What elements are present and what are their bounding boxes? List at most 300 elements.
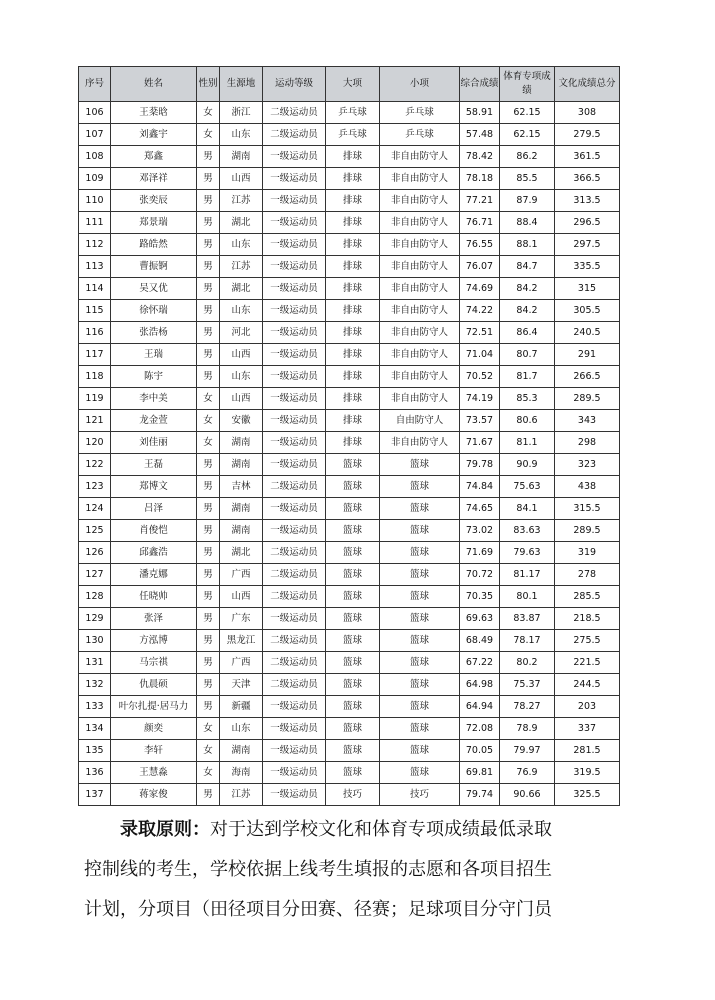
table-cell: 男 xyxy=(197,454,220,476)
table-cell: 一级运动员 xyxy=(263,366,326,388)
table-cell: 男 xyxy=(197,586,220,608)
table-cell: 篮球 xyxy=(380,520,460,542)
table-cell: 135 xyxy=(79,740,111,762)
column-header: 姓名 xyxy=(111,67,197,102)
table-cell: 篮球 xyxy=(380,586,460,608)
table-cell: 江苏 xyxy=(220,190,263,212)
table-cell: 74.19 xyxy=(460,388,500,410)
table-cell: 78.42 xyxy=(460,146,500,168)
table-cell: 70.72 xyxy=(460,564,500,586)
table-cell: 广西 xyxy=(220,652,263,674)
table-cell: 非自由防守人 xyxy=(380,278,460,300)
table-cell: 58.91 xyxy=(460,102,500,124)
table-cell: 篮球 xyxy=(326,520,380,542)
table-row xyxy=(79,630,620,652)
table-cell: 非自由防守人 xyxy=(380,146,460,168)
table-cell: 张泽 xyxy=(111,608,197,630)
table-cell: 女 xyxy=(197,718,220,740)
table-cell: 王慧淼 xyxy=(111,762,197,784)
column-header: 大项 xyxy=(326,67,380,102)
table-cell: 男 xyxy=(197,256,220,278)
table-row xyxy=(79,256,620,278)
table-cell: 张奕辰 xyxy=(111,190,197,212)
table-cell: 128 xyxy=(79,586,111,608)
table-cell: 一级运动员 xyxy=(263,344,326,366)
table-cell: 非自由防守人 xyxy=(380,212,460,234)
table-cell: 75.63 xyxy=(500,476,555,498)
table-cell: 305.5 xyxy=(555,300,620,322)
table-cell: 297.5 xyxy=(555,234,620,256)
table-cell: 排球 xyxy=(326,344,380,366)
table-cell: 一级运动员 xyxy=(263,234,326,256)
table-cell: 篮球 xyxy=(380,498,460,520)
table-cell: 山东 xyxy=(220,300,263,322)
table-cell: 70.35 xyxy=(460,586,500,608)
table-cell: 76.07 xyxy=(460,256,500,278)
table-cell: 二级运动员 xyxy=(263,586,326,608)
table-cell: 男 xyxy=(197,366,220,388)
table-cell: 69.81 xyxy=(460,762,500,784)
column-header: 序号 xyxy=(79,67,111,102)
table-cell: 李中美 xyxy=(111,388,197,410)
table-cell: 排球 xyxy=(326,300,380,322)
table-cell: 289.5 xyxy=(555,388,620,410)
table-cell: 男 xyxy=(197,146,220,168)
table-cell: 男 xyxy=(197,652,220,674)
table-cell: 篮球 xyxy=(326,740,380,762)
table-cell: 河北 xyxy=(220,322,263,344)
table-cell: 排球 xyxy=(326,234,380,256)
table-cell: 二级运动员 xyxy=(263,542,326,564)
paragraph-line-2: 控制线的考生，学校依据上线考生填报的志愿和各项目招生 xyxy=(84,859,552,880)
table-cell: 一级运动员 xyxy=(263,696,326,718)
table-cell: 109 xyxy=(79,168,111,190)
table-cell: 62.15 xyxy=(500,124,555,146)
table-cell: 乒乓球 xyxy=(380,102,460,124)
table-cell: 73.57 xyxy=(460,410,500,432)
table-cell: 女 xyxy=(197,762,220,784)
table-cell: 男 xyxy=(197,278,220,300)
table-cell: 二级运动员 xyxy=(263,564,326,586)
table-row xyxy=(79,234,620,256)
table-cell: 325.5 xyxy=(555,784,620,806)
table-cell: 88.1 xyxy=(500,234,555,256)
table-cell: 男 xyxy=(197,674,220,696)
table-cell: 一级运动员 xyxy=(263,322,326,344)
table-cell: 137 xyxy=(79,784,111,806)
table-cell: 篮球 xyxy=(380,454,460,476)
table-cell: 122 xyxy=(79,454,111,476)
table-cell: 排球 xyxy=(326,146,380,168)
table-cell: 278 xyxy=(555,564,620,586)
table-cell: 山西 xyxy=(220,344,263,366)
table-cell: 72.51 xyxy=(460,322,500,344)
column-header: 性别 xyxy=(197,67,220,102)
table-cell: 篮球 xyxy=(326,652,380,674)
table-cell: 126 xyxy=(79,542,111,564)
table-cell: 乒乓球 xyxy=(380,124,460,146)
table-cell: 男 xyxy=(197,322,220,344)
column-header: 综合成绩 xyxy=(460,67,500,102)
table-cell: 黑龙江 xyxy=(220,630,263,652)
table-cell: 221.5 xyxy=(555,652,620,674)
table-cell: 78.27 xyxy=(500,696,555,718)
table-cell: 女 xyxy=(197,410,220,432)
table-cell: 64.94 xyxy=(460,696,500,718)
table-cell: 74.65 xyxy=(460,498,500,520)
table-cell: 308 xyxy=(555,102,620,124)
table-cell: 男 xyxy=(197,784,220,806)
table-cell: 乒乓球 xyxy=(326,124,380,146)
table-cell: 72.08 xyxy=(460,718,500,740)
table-header-row xyxy=(79,67,620,102)
table-cell: 77.21 xyxy=(460,190,500,212)
table-cell: 80.1 xyxy=(500,586,555,608)
table-cell: 广东 xyxy=(220,608,263,630)
table-row xyxy=(79,454,620,476)
table-cell: 69.63 xyxy=(460,608,500,630)
table-cell: 74.69 xyxy=(460,278,500,300)
table-cell: 二级运动员 xyxy=(263,102,326,124)
table-cell: 70.05 xyxy=(460,740,500,762)
table-row xyxy=(79,168,620,190)
table-cell: 80.2 xyxy=(500,652,555,674)
table-cell: 85.3 xyxy=(500,388,555,410)
table-cell: 315.5 xyxy=(555,498,620,520)
table-cell: 75.37 xyxy=(500,674,555,696)
table-cell: 非自由防守人 xyxy=(380,234,460,256)
table-cell: 排球 xyxy=(326,432,380,454)
table-cell: 118 xyxy=(79,366,111,388)
table-cell: 79.63 xyxy=(500,542,555,564)
table-cell: 非自由防守人 xyxy=(380,256,460,278)
table-cell: 篮球 xyxy=(326,762,380,784)
table-cell: 285.5 xyxy=(555,586,620,608)
table-cell: 浙江 xyxy=(220,102,263,124)
table-cell: 438 xyxy=(555,476,620,498)
table-cell: 排球 xyxy=(326,190,380,212)
table-cell: 361.5 xyxy=(555,146,620,168)
table-cell: 安徽 xyxy=(220,410,263,432)
table-cell: 76.71 xyxy=(460,212,500,234)
table-cell: 篮球 xyxy=(380,476,460,498)
table-cell: 陈宇 xyxy=(111,366,197,388)
table-cell: 马宗祺 xyxy=(111,652,197,674)
table-cell: 邱鑫浩 xyxy=(111,542,197,564)
table-row xyxy=(79,586,620,608)
table-cell: 129 xyxy=(79,608,111,630)
table-cell: 71.69 xyxy=(460,542,500,564)
column-header: 运动等级 xyxy=(263,67,326,102)
table-cell: 110 xyxy=(79,190,111,212)
table-cell: 74.22 xyxy=(460,300,500,322)
table-cell: 湖南 xyxy=(220,740,263,762)
table-cell: 男 xyxy=(197,212,220,234)
table-cell: 121 xyxy=(79,410,111,432)
table-cell: 非自由防守人 xyxy=(380,388,460,410)
table-cell: 非自由防守人 xyxy=(380,366,460,388)
table-cell: 125 xyxy=(79,520,111,542)
table-cell: 一级运动员 xyxy=(263,190,326,212)
table-cell: 296.5 xyxy=(555,212,620,234)
table-cell: 排球 xyxy=(326,410,380,432)
table-cell: 女 xyxy=(197,388,220,410)
table-cell: 一级运动员 xyxy=(263,520,326,542)
table-cell: 291 xyxy=(555,344,620,366)
table-row xyxy=(79,190,620,212)
table-cell: 非自由防守人 xyxy=(380,432,460,454)
table-row xyxy=(79,322,620,344)
table-cell: 一级运动员 xyxy=(263,718,326,740)
table-cell: 篮球 xyxy=(326,718,380,740)
table-cell: 一级运动员 xyxy=(263,256,326,278)
table-row xyxy=(79,564,620,586)
table-cell: 山东 xyxy=(220,124,263,146)
table-cell: 90.66 xyxy=(500,784,555,806)
table-cell: 131 xyxy=(79,652,111,674)
table-cell: 62.15 xyxy=(500,102,555,124)
table-cell: 84.7 xyxy=(500,256,555,278)
table-cell: 男 xyxy=(197,608,220,630)
table-cell: 篮球 xyxy=(326,542,380,564)
table-cell: 86.4 xyxy=(500,322,555,344)
table-cell: 篮球 xyxy=(326,630,380,652)
table-cell: 78.9 xyxy=(500,718,555,740)
table-cell: 111 xyxy=(79,212,111,234)
table-cell: 江苏 xyxy=(220,256,263,278)
table-cell: 篮球 xyxy=(326,476,380,498)
table-cell: 男 xyxy=(197,696,220,718)
table-cell: 79.78 xyxy=(460,454,500,476)
table-row xyxy=(79,212,620,234)
table-cell: 湖北 xyxy=(220,278,263,300)
table-cell: 一级运动员 xyxy=(263,388,326,410)
table-cell: 篮球 xyxy=(380,740,460,762)
table-cell: 一级运动员 xyxy=(263,146,326,168)
table-cell: 281.5 xyxy=(555,740,620,762)
table-body xyxy=(79,102,620,806)
table-cell: 非自由防守人 xyxy=(380,322,460,344)
table-cell: 84.1 xyxy=(500,498,555,520)
table-cell: 排球 xyxy=(326,388,380,410)
table-cell: 一级运动员 xyxy=(263,278,326,300)
table-cell: 136 xyxy=(79,762,111,784)
table-cell: 篮球 xyxy=(326,564,380,586)
table-cell: 篮球 xyxy=(326,454,380,476)
table-row xyxy=(79,696,620,718)
table-cell: 114 xyxy=(79,278,111,300)
table-cell: 江苏 xyxy=(220,784,263,806)
table-cell: 313.5 xyxy=(555,190,620,212)
table-cell: 非自由防守人 xyxy=(380,344,460,366)
table-cell: 78.18 xyxy=(460,168,500,190)
table-cell: 女 xyxy=(197,124,220,146)
table-cell: 337 xyxy=(555,718,620,740)
table-cell: 方泓博 xyxy=(111,630,197,652)
table-cell: 篮球 xyxy=(326,674,380,696)
table-cell: 84.2 xyxy=(500,300,555,322)
table-cell: 112 xyxy=(79,234,111,256)
table-cell: 244.5 xyxy=(555,674,620,696)
table-cell: 叶尔扎提·居马力 xyxy=(111,696,197,718)
table-cell: 排球 xyxy=(326,322,380,344)
table-cell: 湖南 xyxy=(220,498,263,520)
table-cell: 非自由防守人 xyxy=(380,190,460,212)
table-cell: 117 xyxy=(79,344,111,366)
table-cell: 134 xyxy=(79,718,111,740)
table-row xyxy=(79,608,620,630)
table-cell: 86.2 xyxy=(500,146,555,168)
table-cell: 57.48 xyxy=(460,124,500,146)
table-cell: 篮球 xyxy=(380,718,460,740)
table-cell: 319.5 xyxy=(555,762,620,784)
column-header: 体育专项成绩 xyxy=(500,67,555,102)
table-row xyxy=(79,300,620,322)
table-cell: 篮球 xyxy=(380,762,460,784)
table-cell: 王瑞 xyxy=(111,344,197,366)
table-cell: 343 xyxy=(555,410,620,432)
table-cell: 篮球 xyxy=(380,608,460,630)
table-cell: 湖北 xyxy=(220,542,263,564)
table-row xyxy=(79,520,620,542)
table-cell: 289.5 xyxy=(555,520,620,542)
table-cell: 李轩 xyxy=(111,740,197,762)
table-cell: 124 xyxy=(79,498,111,520)
paragraph-line-3: 计划，分项目（田径项目分田赛、径赛；足球项目分守门员 xyxy=(84,899,552,920)
table-cell: 一级运动员 xyxy=(263,608,326,630)
table-cell: 非自由防守人 xyxy=(380,168,460,190)
table-cell: 一级运动员 xyxy=(263,454,326,476)
table-cell: 85.5 xyxy=(500,168,555,190)
table-cell: 二级运动员 xyxy=(263,476,326,498)
table-cell: 湖南 xyxy=(220,146,263,168)
table-cell: 81.1 xyxy=(500,432,555,454)
table-cell: 266.5 xyxy=(555,366,620,388)
table-cell: 二级运动员 xyxy=(263,674,326,696)
table-cell: 路皓然 xyxy=(111,234,197,256)
table-cell: 女 xyxy=(197,432,220,454)
table-cell: 颜奕 xyxy=(111,718,197,740)
table-cell: 74.84 xyxy=(460,476,500,498)
table-cell: 81.17 xyxy=(500,564,555,586)
table-cell: 一级运动员 xyxy=(263,212,326,234)
table-cell: 排球 xyxy=(326,278,380,300)
table-cell: 203 xyxy=(555,696,620,718)
table-cell: 男 xyxy=(197,234,220,256)
table-cell: 任晓帅 xyxy=(111,586,197,608)
table-cell: 排球 xyxy=(326,366,380,388)
table-cell: 80.6 xyxy=(500,410,555,432)
table-cell: 王棻晗 xyxy=(111,102,197,124)
table-cell: 106 xyxy=(79,102,111,124)
table-cell: 乒乓球 xyxy=(326,102,380,124)
admission-table xyxy=(78,66,620,806)
table-cell: 篮球 xyxy=(380,696,460,718)
table-cell: 肖俊恺 xyxy=(111,520,197,542)
table-row xyxy=(79,366,620,388)
table-cell: 郑博文 xyxy=(111,476,197,498)
table-cell: 山东 xyxy=(220,718,263,740)
table-cell: 81.7 xyxy=(500,366,555,388)
table-cell: 83.63 xyxy=(500,520,555,542)
table-cell: 71.67 xyxy=(460,432,500,454)
table-cell: 64.98 xyxy=(460,674,500,696)
table-cell: 84.2 xyxy=(500,278,555,300)
table-cell: 吴又优 xyxy=(111,278,197,300)
table-row xyxy=(79,388,620,410)
table-cell: 一级运动员 xyxy=(263,168,326,190)
table-cell: 男 xyxy=(197,300,220,322)
table-cell: 排球 xyxy=(326,256,380,278)
table-cell: 79.74 xyxy=(460,784,500,806)
table-cell: 107 xyxy=(79,124,111,146)
table-cell: 篮球 xyxy=(380,652,460,674)
table-cell: 仇晨硕 xyxy=(111,674,197,696)
table-cell: 67.22 xyxy=(460,652,500,674)
table-cell: 88.4 xyxy=(500,212,555,234)
table-cell: 王磊 xyxy=(111,454,197,476)
table-row xyxy=(79,740,620,762)
table-row xyxy=(79,542,620,564)
table-cell: 335.5 xyxy=(555,256,620,278)
table-cell: 123 xyxy=(79,476,111,498)
table-cell: 76.55 xyxy=(460,234,500,256)
table-cell: 篮球 xyxy=(380,564,460,586)
table-row xyxy=(79,102,620,124)
table-cell: 一级运动员 xyxy=(263,498,326,520)
table-cell: 湖南 xyxy=(220,520,263,542)
table-cell: 潘克娜 xyxy=(111,564,197,586)
table-cell: 山东 xyxy=(220,366,263,388)
table-cell: 山西 xyxy=(220,586,263,608)
table-cell: 115 xyxy=(79,300,111,322)
table-cell: 刘鑫宇 xyxy=(111,124,197,146)
table-cell: 男 xyxy=(197,476,220,498)
table-cell: 298 xyxy=(555,432,620,454)
table-cell: 男 xyxy=(197,344,220,366)
table-cell: 323 xyxy=(555,454,620,476)
table-cell: 男 xyxy=(197,520,220,542)
table-cell: 徐怀瑞 xyxy=(111,300,197,322)
table-cell: 279.5 xyxy=(555,124,620,146)
table-cell: 曹振锕 xyxy=(111,256,197,278)
table-row xyxy=(79,432,620,454)
table-cell: 108 xyxy=(79,146,111,168)
table-cell: 116 xyxy=(79,322,111,344)
table-cell: 篮球 xyxy=(380,630,460,652)
table-row xyxy=(79,674,620,696)
table-cell: 天津 xyxy=(220,674,263,696)
table-cell: 120 xyxy=(79,432,111,454)
paragraph-line-1 xyxy=(84,810,624,850)
table-cell: 78.17 xyxy=(500,630,555,652)
table-cell: 张浩杨 xyxy=(111,322,197,344)
principle-label: 录取原则： xyxy=(120,819,210,840)
table-cell: 吉林 xyxy=(220,476,263,498)
table-cell: 二级运动员 xyxy=(263,652,326,674)
table-cell: 80.7 xyxy=(500,344,555,366)
table-cell: 87.9 xyxy=(500,190,555,212)
table-cell: 一级运动员 xyxy=(263,762,326,784)
table-cell: 男 xyxy=(197,168,220,190)
table-cell: 技巧 xyxy=(380,784,460,806)
table-cell: 排球 xyxy=(326,168,380,190)
table-cell: 319 xyxy=(555,542,620,564)
table-cell: 男 xyxy=(197,190,220,212)
column-header: 文化成绩总分 xyxy=(555,67,620,102)
table-row xyxy=(79,124,620,146)
table-cell: 127 xyxy=(79,564,111,586)
